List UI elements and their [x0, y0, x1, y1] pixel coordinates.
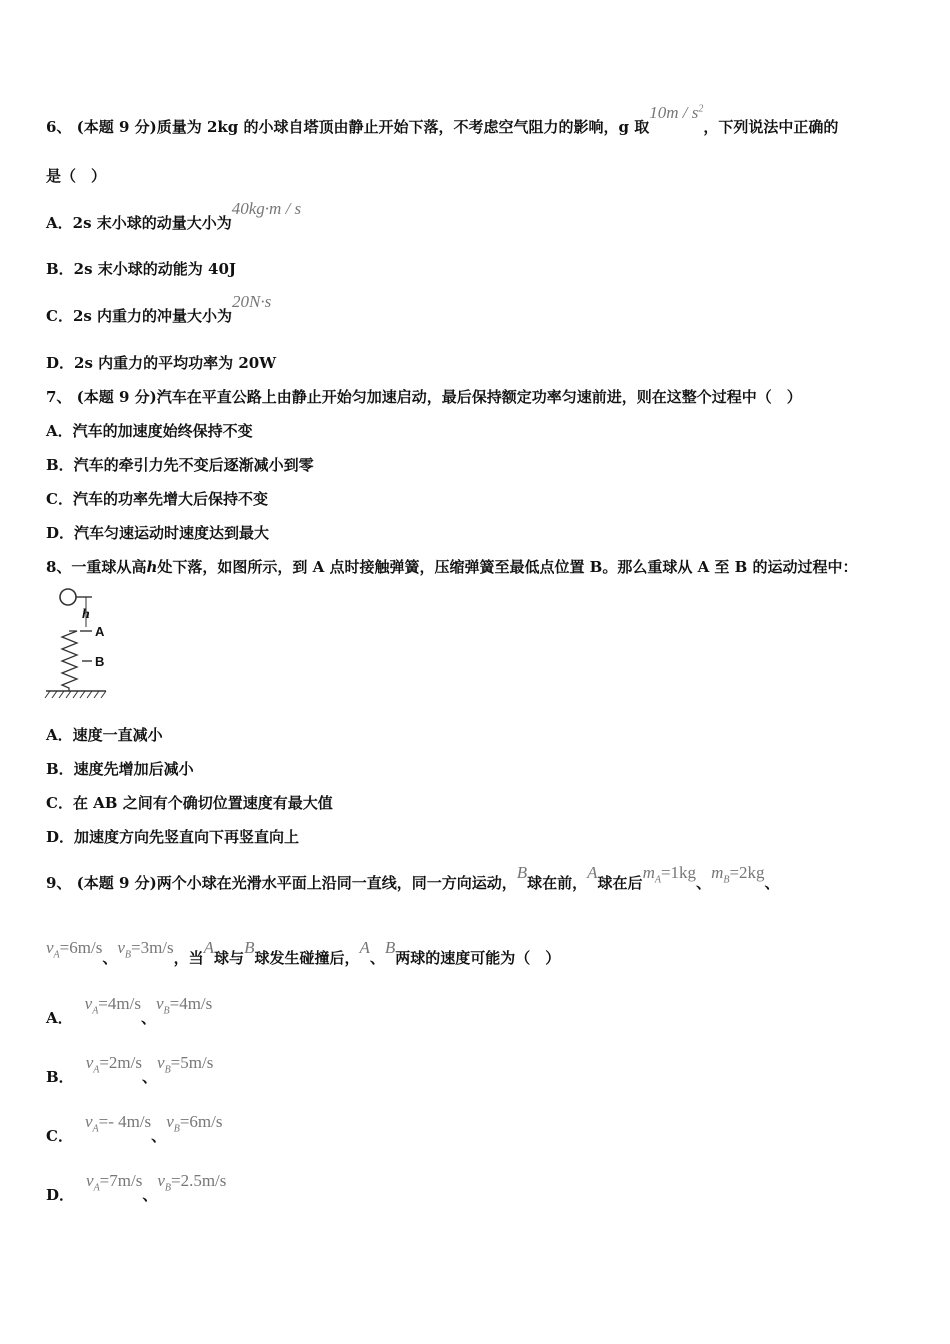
- q7-option-a: A．汽车的加速度始终保持不变: [46, 422, 253, 440]
- q9-velocity-a: $v_A=6m/s$: [46, 938, 103, 961]
- b-label: B: [95, 654, 105, 669]
- q9-stem: 9、 (本题 9 分)两个小球在光滑水平面上沿同一直线，同一方向运动，B球在前，A球在后$m_A=1kg$、$m_B=2kg$、: [46, 863, 780, 892]
- q7-option-b: B．汽车的牵引力先不变后逐渐减小到零: [46, 456, 314, 474]
- q8-option-a: A．速度一直减小: [46, 726, 163, 744]
- q8-option-b: B．速度先增加后减小: [46, 760, 194, 778]
- q6-option-c: C．2s 内重力的冲量大小为20N·s: [46, 292, 272, 325]
- q9-option-c: C．$v_A=-$ 4m/s、$v_B=6m/s$: [46, 1112, 223, 1145]
- q9-mass-a: $m_A=1kg$: [642, 863, 697, 886]
- q9-option-d: D．$v_A=7m/s$、$v_B=2.5m/s$: [46, 1171, 227, 1204]
- spring-diagram: [44, 585, 124, 705]
- q9-mass-b: $m_B=2kg$: [711, 863, 765, 886]
- spring-coil: [62, 631, 77, 691]
- q6-option-b: B．2s 末小球的动能为 40J: [46, 260, 236, 278]
- q8-option-c: C．在 AB 之间有个确切位置速度有最大值: [46, 794, 333, 812]
- q8-stem: 8、一重球从高h处下落，如图所示，到 A 点时接触弹簧，压缩弹簧至最低点位置 B。那么重球从 A 至 B 的运动过程中：: [46, 558, 858, 576]
- ball-circle: [60, 589, 76, 605]
- ground-hatch: [45, 691, 106, 698]
- q9-option-a: A．$v_A=4m/s$、$v_B=4m/s$: [46, 994, 213, 1027]
- q6-stem: 6、 (本题 9 分)质量为 2kg 的小球自塔顶由静止开始下落，不考虑空气阻力的影响，g 取$10m / s^2$，下列说法中正确的: [46, 103, 839, 136]
- q6-stem-cont: 是（ ）: [46, 167, 107, 185]
- h-label: h: [82, 607, 90, 622]
- q8-option-d: D．加速度方向先竖直向下再竖直向上: [46, 828, 300, 846]
- q7-option-d: D．汽车匀速运动时速度达到最大: [46, 524, 270, 542]
- q6-option-a: A．2s 末小球的动量大小为40kg·m / s: [46, 199, 302, 232]
- q9-option-b: B．$v_A=2m/s$、$v_B=5m/s$: [46, 1053, 214, 1086]
- q9-stem-cont: $v_A=6m/s$、$v_B=3m/s$，当A球与B球发生碰撞后，A、B两球的速度可能为（ ）: [46, 938, 561, 967]
- q6-option-d: D．2s 内重力的平均功率为 20W: [46, 354, 277, 372]
- q9-velocity-b: $v_B=3m/s$: [117, 938, 174, 961]
- q6-g-value: $10m / s^2$: [649, 103, 704, 122]
- spring-figure: [44, 585, 124, 705]
- q7-stem: 7、 (本题 9 分)汽车在平直公路上由静止开始匀加速启动，最后保持额定功率匀速前进，则在这整个过程中（ ）: [46, 388, 802, 406]
- a-label: A: [95, 624, 105, 639]
- q7-option-c: C．汽车的功率先增大后保持不变: [46, 490, 268, 508]
